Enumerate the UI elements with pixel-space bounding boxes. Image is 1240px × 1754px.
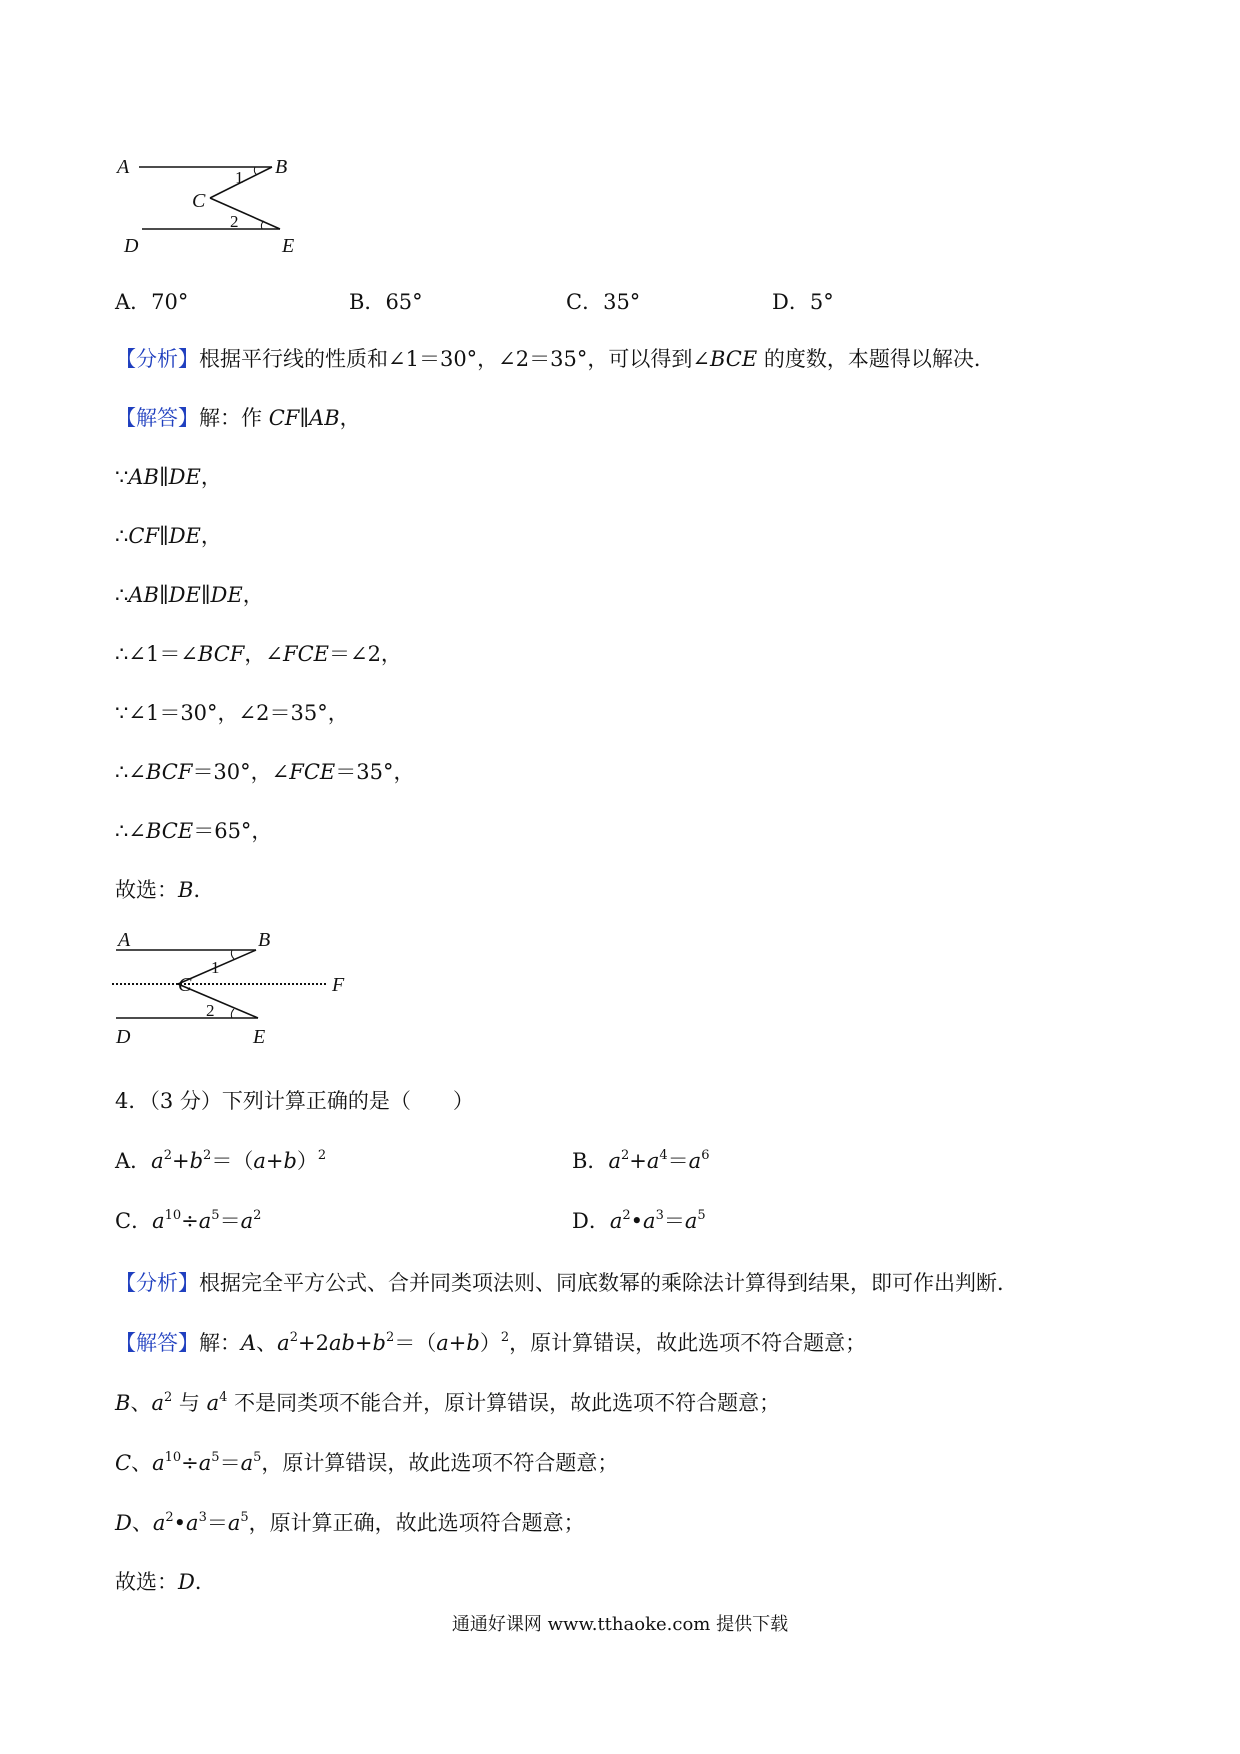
q4-analysis: 【分析】根据完全平方公式、合并同类项法则、同底数幂的乘除法计算得到结果，即可作出判断．	[115, 1271, 1018, 1295]
fig1-label-c: C	[192, 190, 206, 212]
q4-option-d: D．$a^2•a^3=a^5$	[572, 1208, 706, 1233]
q4-solution-a: 【解答】解：A、$a^2+2ab+b^2=(a+b)^2$，原计算错误，故此选项不符合题意；	[115, 1330, 867, 1355]
q3-option-b: B．65°	[349, 290, 423, 314]
q3-solution-line-3: ∴CF∥DE，	[115, 524, 222, 548]
fig2-angle-1: 1	[211, 958, 220, 977]
q4-option-c: C．$a^{10}\div a^5=a^2$	[115, 1208, 262, 1233]
fig2-label-a: A	[118, 930, 131, 951]
q3-solution-line-5: ∴∠1＝∠BCF，∠FCE＝∠2，	[115, 642, 402, 666]
fig1-label-a: A	[117, 156, 130, 178]
q3-option-c: C．35°	[566, 290, 641, 314]
q3-solution-line-7: ∴∠BCF＝30°，∠FCE＝35°，	[115, 760, 415, 784]
q4-solution-c: C、$a^{10}\div a^5=a^5$，原计算错误，故此选项不符合题意；	[115, 1450, 619, 1475]
page-footer: 通通好课网 www.tthaoke.com 提供下载	[451, 1614, 789, 1635]
fig2-label-e: E	[253, 1026, 266, 1045]
fig2-angle-2: 2	[206, 1001, 215, 1020]
fig1-label-e: E	[282, 235, 295, 257]
q4-final-answer: 故选：D．	[115, 1570, 216, 1594]
fig1-angle-2: 2	[230, 212, 239, 231]
q3-option-a: A．70°	[115, 290, 189, 314]
q3-option-d: D．5°	[772, 290, 834, 314]
q3-final-answer: 故选：B．	[115, 878, 215, 902]
fig2-label-c: C	[178, 974, 192, 996]
fig1-label-d: D	[124, 235, 139, 257]
q4-option-a: A．$a^2+b^2=(a+b)^2$	[115, 1148, 327, 1173]
fig2-label-f: F	[332, 974, 345, 996]
fig2-label-b: B	[258, 930, 271, 951]
fig1-angle-1: 1	[235, 168, 244, 187]
fig1-label-b: B	[275, 156, 288, 178]
q4-option-b: B．$a^2+a^4=a^6$	[572, 1148, 710, 1173]
figure-parallel-lines-1	[112, 148, 312, 258]
q4-solution-d: D、$a^2•a^3=a^5$，原计算正确，故此选项符合题意；	[115, 1510, 585, 1535]
q3-solution-line-8: ∴∠BCE＝65°，	[115, 819, 273, 843]
figure-parallel-lines-2	[108, 930, 358, 1045]
q3-solution-line-6: ∵∠1＝30°，∠2＝35°，	[115, 701, 349, 725]
q3-analysis: 【分析】根据平行线的性质和∠1＝30°，∠2＝35°，可以得到∠BCE 的度数，本题得以解决．	[115, 347, 995, 371]
q3-solution-line-1: 【解答】解：作 CF∥AB，	[115, 406, 361, 430]
q3-solution-line-2: ∵AB∥DE，	[115, 465, 222, 489]
q4-solution-b: B、$a^2$ 与 $a^4$ 不是同类项不能合并，原计算错误，故此选项不符合题意；	[115, 1390, 781, 1415]
q3-solution-line-4: ∴AB∥DE∥DE，	[115, 583, 264, 607]
fig2-label-d: D	[116, 1026, 131, 1045]
q4-question: 4．（3 分）下列计算正确的是（ ）	[115, 1089, 474, 1113]
